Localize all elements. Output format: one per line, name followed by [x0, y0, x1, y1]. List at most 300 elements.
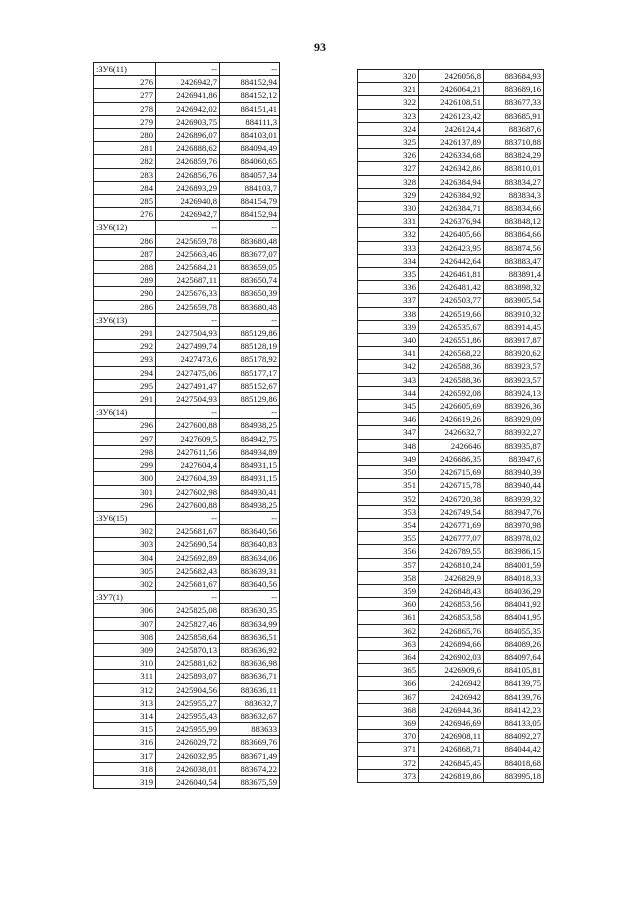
y-coordinate-cell: 883689,16 — [484, 83, 544, 96]
table-row — [94, 723, 280, 736]
point-number-cell: 296 — [94, 419, 156, 432]
point-number-cell: 358 — [358, 571, 419, 584]
point-number-cell: 350 — [358, 466, 419, 479]
y-coordinate-cell: -- — [220, 591, 280, 604]
y-coordinate-cell: 883874,56 — [484, 241, 544, 254]
y-coordinate-cell: 884931,15 — [220, 459, 280, 472]
x-coordinate-cell: -- — [156, 221, 220, 234]
y-coordinate-cell: 884092,27 — [484, 730, 544, 743]
table-row — [94, 432, 280, 445]
y-coordinate-cell: -- — [220, 63, 280, 76]
point-number-cell: 308 — [94, 630, 156, 643]
table-body-right — [358, 70, 544, 783]
x-coordinate-cell: 2426942,7 — [156, 76, 220, 89]
y-coordinate-cell: 883675,59 — [220, 775, 280, 788]
point-number-cell: 279 — [94, 115, 156, 128]
point-number-cell: 336 — [358, 281, 419, 294]
y-coordinate-cell: 884103,7 — [220, 181, 280, 194]
point-number-cell: :ЗУ6(12) — [94, 221, 156, 234]
point-number-cell: 353 — [358, 505, 419, 518]
y-coordinate-cell: 883636,71 — [220, 670, 280, 683]
table-row — [358, 320, 544, 333]
point-number-cell: 340 — [358, 334, 419, 347]
x-coordinate-cell: 2426944,36 — [419, 703, 484, 716]
y-coordinate-cell: -- — [220, 221, 280, 234]
table-row — [94, 643, 280, 656]
y-coordinate-cell: 883640,83 — [220, 538, 280, 551]
point-number-cell: 288 — [94, 261, 156, 274]
x-coordinate-cell: 2426853,58 — [419, 611, 484, 624]
point-number-cell: 332 — [358, 228, 419, 241]
table-row — [94, 604, 280, 617]
point-number-cell: 331 — [358, 215, 419, 228]
y-coordinate-cell: 883684,93 — [484, 70, 544, 83]
point-number-cell: 327 — [358, 162, 419, 175]
point-number-cell: 341 — [358, 347, 419, 360]
x-coordinate-cell: 2426632,7 — [419, 426, 484, 439]
point-number-cell: 354 — [358, 518, 419, 531]
table-row — [94, 472, 280, 485]
point-number-cell: 362 — [358, 624, 419, 637]
table-row — [94, 115, 280, 128]
table-row — [358, 439, 544, 452]
table-row — [358, 479, 544, 492]
table-row — [94, 379, 280, 392]
point-number-cell: 333 — [358, 241, 419, 254]
y-coordinate-cell: 884041,95 — [484, 611, 544, 624]
table-row — [358, 584, 544, 597]
point-number-cell: 372 — [358, 756, 419, 769]
y-coordinate-cell: 884055,35 — [484, 624, 544, 637]
y-coordinate-cell: 883929,09 — [484, 413, 544, 426]
table-row — [358, 202, 544, 215]
table-row — [94, 657, 280, 670]
x-coordinate-cell: 2426868,71 — [419, 743, 484, 756]
y-coordinate-cell: 883917,87 — [484, 334, 544, 347]
x-coordinate-cell: 2426859,76 — [156, 155, 220, 168]
table-row — [358, 360, 544, 373]
x-coordinate-cell: 2425893,07 — [156, 670, 220, 683]
point-number-cell: 370 — [358, 730, 419, 743]
y-coordinate-cell: 884089,26 — [484, 637, 544, 650]
x-coordinate-cell: 2427604,4 — [156, 459, 220, 472]
y-coordinate-cell: 885177,17 — [220, 366, 280, 379]
point-number-cell: 317 — [94, 749, 156, 762]
y-coordinate-cell: 884044,42 — [484, 743, 544, 756]
y-coordinate-cell: 883834,3 — [484, 188, 544, 201]
point-number-cell: 307 — [94, 617, 156, 630]
point-number-cell: 289 — [94, 274, 156, 287]
point-number-cell: 348 — [358, 439, 419, 452]
y-coordinate-cell: 883810,01 — [484, 162, 544, 175]
point-number-cell: 324 — [358, 122, 419, 135]
y-coordinate-cell: 884105,81 — [484, 664, 544, 677]
point-number-cell: 315 — [94, 723, 156, 736]
table-row — [94, 577, 280, 590]
y-coordinate-cell: 884094,49 — [220, 142, 280, 155]
x-coordinate-cell: 2426124,4 — [419, 122, 484, 135]
x-coordinate-cell: 2426646 — [419, 439, 484, 452]
table-row — [358, 716, 544, 729]
x-coordinate-cell: 2426908,11 — [419, 730, 484, 743]
x-coordinate-cell: 2426777,07 — [419, 532, 484, 545]
table-row — [94, 775, 280, 788]
table-row — [358, 690, 544, 703]
y-coordinate-cell: 883923,57 — [484, 360, 544, 373]
y-coordinate-cell: -- — [220, 406, 280, 419]
table-row — [94, 340, 280, 353]
table-row — [358, 505, 544, 518]
point-number-cell: 309 — [94, 643, 156, 656]
y-coordinate-cell: 884018,68 — [484, 756, 544, 769]
point-number-cell: 351 — [358, 479, 419, 492]
point-number-cell: 335 — [358, 268, 419, 281]
y-coordinate-cell: 885129,86 — [220, 327, 280, 340]
y-coordinate-cell: 884041,92 — [484, 598, 544, 611]
x-coordinate-cell: 2426942 — [419, 677, 484, 690]
point-number-cell: 360 — [358, 598, 419, 611]
x-coordinate-cell: 2425681,67 — [156, 577, 220, 590]
point-number-cell: 352 — [358, 492, 419, 505]
table-row — [358, 386, 544, 399]
x-coordinate-cell: 2426137,89 — [419, 136, 484, 149]
point-number-cell: 363 — [358, 637, 419, 650]
table-row — [94, 89, 280, 102]
table-row — [94, 511, 280, 524]
y-coordinate-cell: -- — [220, 313, 280, 326]
y-coordinate-cell: 883680,48 — [220, 300, 280, 313]
point-number-cell: 284 — [94, 181, 156, 194]
table-row — [358, 769, 544, 782]
y-coordinate-cell: 884133,05 — [484, 716, 544, 729]
x-coordinate-cell: 2425825,08 — [156, 604, 220, 617]
x-coordinate-cell: 2426942,7 — [156, 208, 220, 221]
y-coordinate-cell: 884930,41 — [220, 485, 280, 498]
table-row — [358, 109, 544, 122]
point-number-cell: :ЗУ6(11) — [94, 63, 156, 76]
table-row — [94, 353, 280, 366]
y-coordinate-cell: 884018,33 — [484, 571, 544, 584]
y-coordinate-cell: 883924,13 — [484, 386, 544, 399]
y-coordinate-cell: 883926,36 — [484, 400, 544, 413]
x-coordinate-cell: 2426941,86 — [156, 89, 220, 102]
x-coordinate-cell: 2426946,69 — [419, 716, 484, 729]
x-coordinate-cell: 2426865,76 — [419, 624, 484, 637]
x-coordinate-cell: 2426942,02 — [156, 102, 220, 115]
table-row — [358, 188, 544, 201]
x-coordinate-cell: 2427491,47 — [156, 379, 220, 392]
point-number-cell: 322 — [358, 96, 419, 109]
y-coordinate-cell: 883986,15 — [484, 545, 544, 558]
x-coordinate-cell: 2426123,42 — [419, 109, 484, 122]
y-coordinate-cell: 883636,11 — [220, 683, 280, 696]
table-row — [94, 261, 280, 274]
y-coordinate-cell: 883650,39 — [220, 287, 280, 300]
table-row — [94, 142, 280, 155]
y-coordinate-cell: 883935,87 — [484, 439, 544, 452]
y-coordinate-cell: 883710,88 — [484, 136, 544, 149]
table-row — [94, 538, 280, 551]
point-number-cell: 349 — [358, 452, 419, 465]
table-row — [358, 571, 544, 584]
y-coordinate-cell: 884142,23 — [484, 703, 544, 716]
y-coordinate-cell: 883883,47 — [484, 254, 544, 267]
y-coordinate-cell: 884152,12 — [220, 89, 280, 102]
point-number-cell: 346 — [358, 413, 419, 426]
x-coordinate-cell: 2425690,54 — [156, 538, 220, 551]
x-coordinate-cell: 2426442,64 — [419, 254, 484, 267]
point-number-cell: 276 — [94, 208, 156, 221]
point-number-cell: 326 — [358, 149, 419, 162]
x-coordinate-cell: 2425858,64 — [156, 630, 220, 643]
x-coordinate-cell: 2425904,56 — [156, 683, 220, 696]
x-coordinate-cell: 2426056,8 — [419, 70, 484, 83]
x-coordinate-cell: 2427499,74 — [156, 340, 220, 353]
y-coordinate-cell: 883905,54 — [484, 294, 544, 307]
point-number-cell: 342 — [358, 360, 419, 373]
x-coordinate-cell: 2426029,72 — [156, 736, 220, 749]
y-coordinate-cell: 883891,4 — [484, 268, 544, 281]
table-row — [358, 228, 544, 241]
y-coordinate-cell: 883824,29 — [484, 149, 544, 162]
table-row — [358, 677, 544, 690]
y-coordinate-cell: 884036,29 — [484, 584, 544, 597]
x-coordinate-cell: 2426829,9 — [419, 571, 484, 584]
x-coordinate-cell: 2426888,62 — [156, 142, 220, 155]
point-number-cell: 343 — [358, 373, 419, 386]
x-coordinate-cell: 2425682,43 — [156, 564, 220, 577]
point-number-cell: 294 — [94, 366, 156, 379]
table-row — [358, 149, 544, 162]
y-coordinate-cell: 884931,15 — [220, 472, 280, 485]
table-row — [358, 334, 544, 347]
table-row — [358, 532, 544, 545]
y-coordinate-cell: 883940,39 — [484, 466, 544, 479]
x-coordinate-cell: 2426942 — [419, 690, 484, 703]
y-coordinate-cell: 883674,22 — [220, 762, 280, 775]
y-coordinate-cell: 883914,45 — [484, 320, 544, 333]
point-number-cell: 299 — [94, 459, 156, 472]
y-coordinate-cell: 884938,25 — [220, 498, 280, 511]
x-coordinate-cell: 2426551,86 — [419, 334, 484, 347]
point-number-cell: 286 — [94, 234, 156, 247]
table-row — [358, 241, 544, 254]
y-coordinate-cell: 883640,56 — [220, 525, 280, 538]
x-coordinate-cell: 2427504,93 — [156, 393, 220, 406]
point-number-cell: 301 — [94, 485, 156, 498]
point-number-cell: 296 — [94, 498, 156, 511]
table-row — [94, 155, 280, 168]
table-row — [94, 736, 280, 749]
x-coordinate-cell: 2425955,99 — [156, 723, 220, 736]
point-number-cell: 297 — [94, 432, 156, 445]
table-row — [358, 466, 544, 479]
point-number-cell: 329 — [358, 188, 419, 201]
x-coordinate-cell: 2425692,89 — [156, 551, 220, 564]
point-number-cell: 361 — [358, 611, 419, 624]
x-coordinate-cell: 2427600,88 — [156, 419, 220, 432]
point-number-cell: 311 — [94, 670, 156, 683]
x-coordinate-cell: 2426334,68 — [419, 149, 484, 162]
table-row — [94, 393, 280, 406]
y-coordinate-cell: 885152,67 — [220, 379, 280, 392]
x-coordinate-cell: 2426588,36 — [419, 373, 484, 386]
table-row — [94, 709, 280, 722]
table-row — [358, 122, 544, 135]
table-row — [358, 558, 544, 571]
x-coordinate-cell: 2426749,54 — [419, 505, 484, 518]
x-coordinate-cell: 2425681,67 — [156, 525, 220, 538]
y-coordinate-cell: 883632,7 — [220, 696, 280, 709]
x-coordinate-cell: 2425659,78 — [156, 234, 220, 247]
point-number-cell: 321 — [358, 83, 419, 96]
table-row — [358, 492, 544, 505]
point-number-cell: 356 — [358, 545, 419, 558]
table-row — [358, 611, 544, 624]
table-row — [94, 221, 280, 234]
y-coordinate-cell: 883834,66 — [484, 202, 544, 215]
table-row — [94, 630, 280, 643]
y-coordinate-cell: 885128,19 — [220, 340, 280, 353]
x-coordinate-cell: 2426064,21 — [419, 83, 484, 96]
point-number-cell: 310 — [94, 657, 156, 670]
table-row — [94, 287, 280, 300]
point-number-cell: 364 — [358, 650, 419, 663]
table-row — [358, 83, 544, 96]
x-coordinate-cell: 2426619,26 — [419, 413, 484, 426]
x-coordinate-cell: 2426519,66 — [419, 307, 484, 320]
y-coordinate-cell: 883947,76 — [484, 505, 544, 518]
point-number-cell: 339 — [358, 320, 419, 333]
y-coordinate-cell: 883634,99 — [220, 617, 280, 630]
table-row — [358, 215, 544, 228]
table-row — [94, 208, 280, 221]
point-number-cell: 292 — [94, 340, 156, 353]
x-coordinate-cell: 2426038,01 — [156, 762, 220, 775]
x-coordinate-cell: -- — [156, 63, 220, 76]
x-coordinate-cell: 2426896,07 — [156, 129, 220, 142]
y-coordinate-cell: 883932,27 — [484, 426, 544, 439]
x-coordinate-cell: 2426940,8 — [156, 195, 220, 208]
x-coordinate-cell: 2426810,24 — [419, 558, 484, 571]
table-row — [94, 485, 280, 498]
table-row — [358, 756, 544, 769]
point-number-cell: 338 — [358, 307, 419, 320]
x-coordinate-cell: 2426686,35 — [419, 452, 484, 465]
point-number-cell: 359 — [358, 584, 419, 597]
table-row — [94, 195, 280, 208]
point-number-cell: 282 — [94, 155, 156, 168]
table-row — [94, 551, 280, 564]
table-row — [94, 76, 280, 89]
table-row — [94, 366, 280, 379]
point-number-cell: 281 — [94, 142, 156, 155]
point-number-cell: 347 — [358, 426, 419, 439]
y-coordinate-cell: 884103,01 — [220, 129, 280, 142]
table-row — [94, 683, 280, 696]
y-coordinate-cell: 884938,25 — [220, 419, 280, 432]
x-coordinate-cell: 2425870,13 — [156, 643, 220, 656]
y-coordinate-cell: 883669,76 — [220, 736, 280, 749]
y-coordinate-cell: 883848,12 — [484, 215, 544, 228]
y-coordinate-cell: 883632,67 — [220, 709, 280, 722]
x-coordinate-cell: 2426461,81 — [419, 268, 484, 281]
table-body-left — [94, 63, 280, 789]
table-row — [358, 175, 544, 188]
page-number: 93 — [314, 40, 326, 54]
x-coordinate-cell: 2426535,67 — [419, 320, 484, 333]
point-number-cell: 306 — [94, 604, 156, 617]
point-number-cell: :ЗУ6(14) — [94, 406, 156, 419]
x-coordinate-cell: 2425827,46 — [156, 617, 220, 630]
table-row — [94, 762, 280, 775]
x-coordinate-cell: 2426384,71 — [419, 202, 484, 215]
point-number-cell: 278 — [94, 102, 156, 115]
x-coordinate-cell: 2426715,69 — [419, 466, 484, 479]
table-row — [358, 413, 544, 426]
y-coordinate-cell: 883636,92 — [220, 643, 280, 656]
table-row — [94, 63, 280, 76]
point-number-cell: 305 — [94, 564, 156, 577]
coordinates-table-right — [357, 69, 544, 783]
table-row — [358, 426, 544, 439]
table-row — [94, 274, 280, 287]
y-coordinate-cell: 884154,79 — [220, 195, 280, 208]
y-coordinate-cell: 884942,75 — [220, 432, 280, 445]
y-coordinate-cell: 883939,32 — [484, 492, 544, 505]
table-row — [358, 70, 544, 83]
x-coordinate-cell: 2427473,6 — [156, 353, 220, 366]
table-row — [358, 373, 544, 386]
table-row — [94, 459, 280, 472]
table-row — [358, 347, 544, 360]
y-coordinate-cell: 884111,3 — [220, 115, 280, 128]
point-number-cell: 280 — [94, 129, 156, 142]
x-coordinate-cell: 2426819,86 — [419, 769, 484, 782]
x-coordinate-cell: 2425663,46 — [156, 247, 220, 260]
table-row — [358, 281, 544, 294]
point-number-cell: 286 — [94, 300, 156, 313]
table-row — [358, 268, 544, 281]
point-number-cell: 302 — [94, 525, 156, 538]
table-row — [94, 300, 280, 313]
x-coordinate-cell: 2426503,77 — [419, 294, 484, 307]
y-coordinate-cell: 884097,64 — [484, 650, 544, 663]
table-row — [358, 545, 544, 558]
y-coordinate-cell: 884057,34 — [220, 168, 280, 181]
table-row — [358, 637, 544, 650]
point-number-cell: 291 — [94, 327, 156, 340]
x-coordinate-cell: 2427604,39 — [156, 472, 220, 485]
table-row — [94, 696, 280, 709]
table-row — [358, 743, 544, 756]
point-number-cell: 295 — [94, 379, 156, 392]
x-coordinate-cell: 2427600,88 — [156, 498, 220, 511]
y-coordinate-cell: 883671,49 — [220, 749, 280, 762]
x-coordinate-cell: 2426720,38 — [419, 492, 484, 505]
table-row — [94, 525, 280, 538]
x-coordinate-cell: 2426384,94 — [419, 175, 484, 188]
point-number-cell: 334 — [358, 254, 419, 267]
y-coordinate-cell: 884151,41 — [220, 102, 280, 115]
coordinates-table-left — [93, 62, 280, 789]
point-number-cell: 365 — [358, 664, 419, 677]
y-coordinate-cell: 883659,05 — [220, 261, 280, 274]
y-coordinate-cell: 883834,27 — [484, 175, 544, 188]
y-coordinate-cell: 883940,44 — [484, 479, 544, 492]
y-coordinate-cell: 884152,94 — [220, 208, 280, 221]
table-row — [358, 730, 544, 743]
